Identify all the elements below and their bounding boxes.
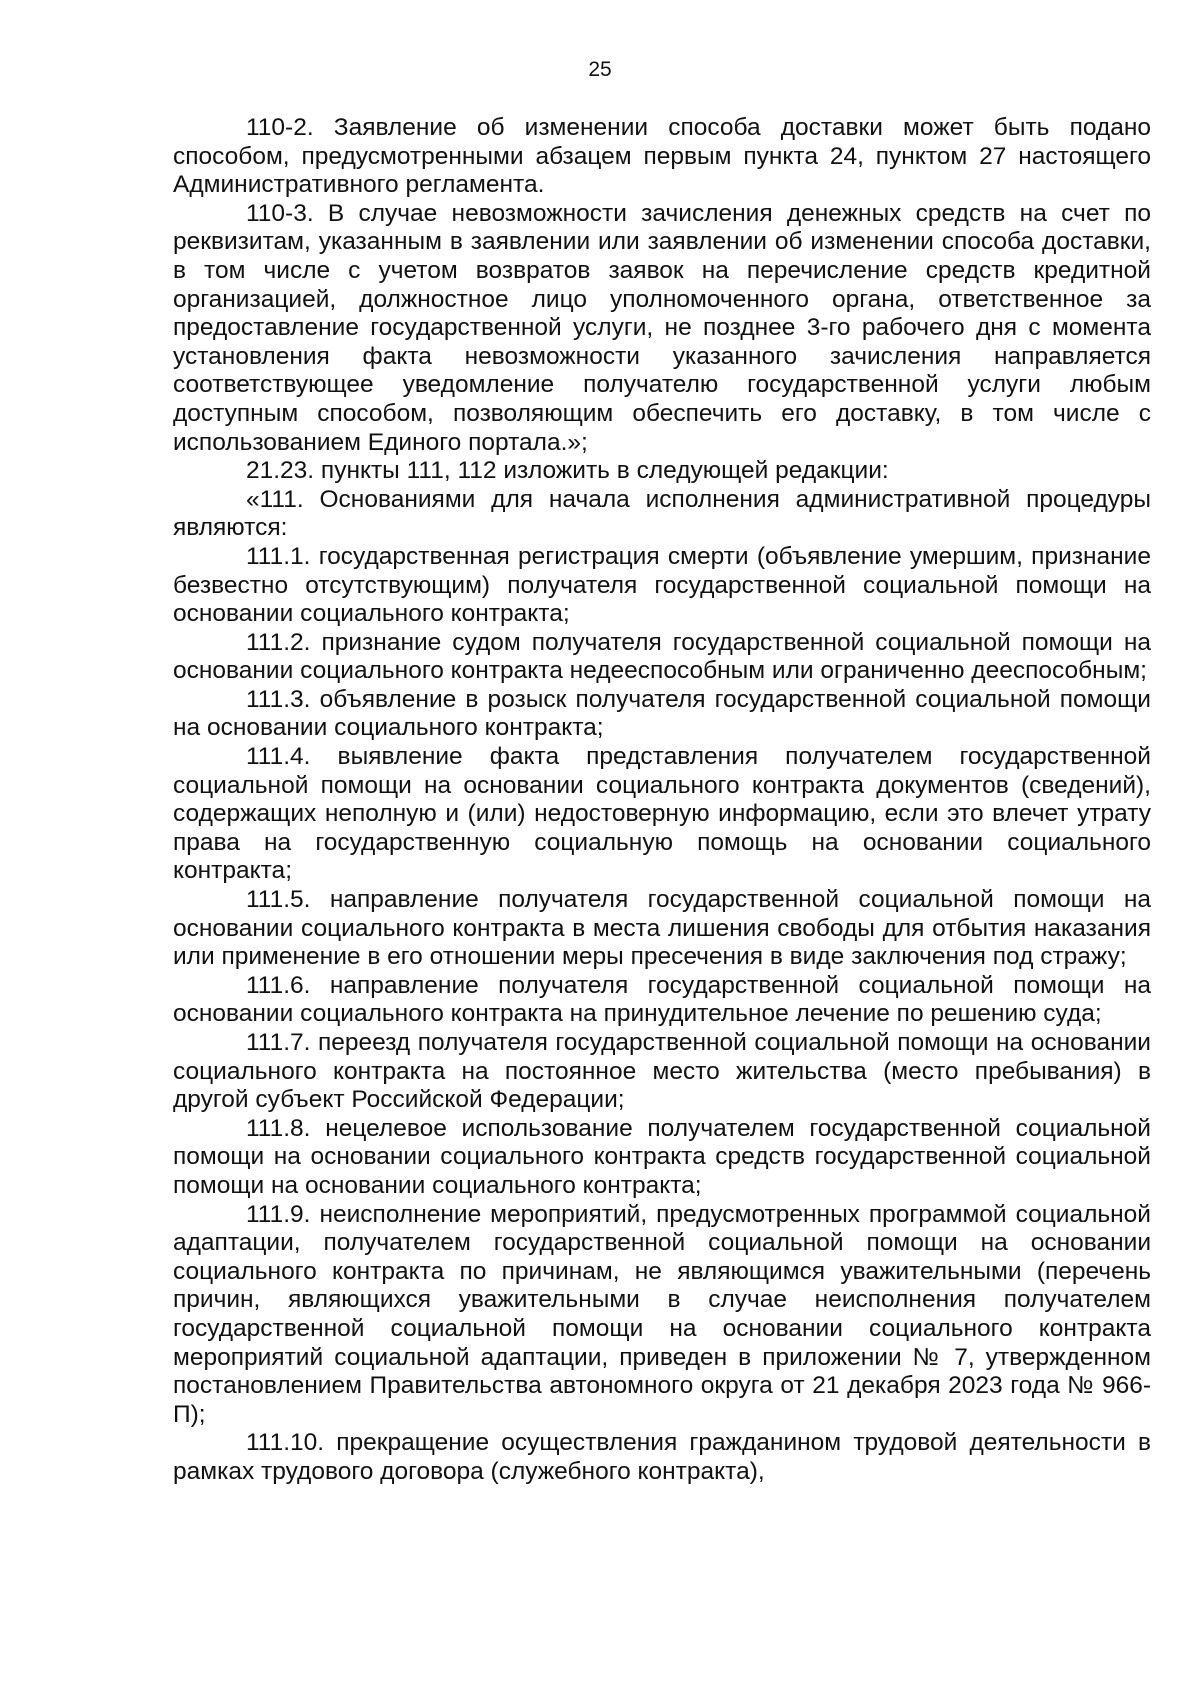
paragraph-111-10: 111.10. прекращение осуществления гражданином трудовой деятельности в рамках трудового договора (служебного контракта), <box>173 1429 1151 1485</box>
page-number: 25 <box>588 58 612 81</box>
paragraph-111-8: 111.8. нецелевое использование получателем государственной социальной помощи на основании социального контракта средств государственной социальной помощи на основании социального контракта; <box>173 1114 1151 1199</box>
paragraph-21-23: 21.23. пункты 111, 112 изложить в следующей редакции: <box>246 457 889 485</box>
paragraph-111-7: 111.7. переезд получателя государственной социальной помощи на основании социального контракта на постоянное место жительства (место пребывания) в другой субъект Российской Федерации; <box>173 1029 1151 1114</box>
paragraph-111-1: 111.1. государственная регистрация смерти (объявление умершим, признание безвестно отсутствующим) получателя государственной социальной помощи на основании социального контракта; <box>173 542 1151 628</box>
paragraph-111-5: 111.5. направление получателя государственной социальной помощи на основании социального контракта в места лишения свободы для отбытия наказания или применение в его отношении меры пресечения в виде заключения под стражу; <box>173 886 1151 971</box>
paragraph-110-3: 110-3. В случае невозможности зачисления денежных средств на счет по реквизитам, указанным в заявлении или заявлении об изменении способа доставки, в том числе с учетом возвратов заявок на перечисление средств кредитной организацией, должностное лицо уполномоченного органа, ответственное за предоставление государственной услуги, не позднее 3-го рабочего дня с момента установления факта невозможности указанного зачисления направляется соответствующее уведомление получателю государственной услуги любым доступным способом, позволяющим обеспечить его доставку, в том числе с использованием Единого портала.»; <box>173 199 1151 456</box>
paragraph-111-6: 111.6. направление получателя государственной социальной помощи на основании социального контракта на принудительное лечение по решению суда; <box>173 971 1151 1028</box>
paragraph-110-2: 110-2. Заявление об изменении способа доставки может быть подано способом, предусмотренными абзацем первым пункта 24, пунктом 27 настоящего Административного регламента. <box>173 114 1151 199</box>
document-body <box>173 114 1151 1487</box>
paragraph-111-9: 111.9. неисполнение мероприятий, предусмотренных программой социальной адаптации, получателем государственной социальной помощи на основании социального контракта по причинам, не являющимся уважительными (перечень причин, являющихся уважительными в случае неисполнения получателем государственной социальной помощи на основании социального контракта мероприятий социальной адаптации, приведен в приложении № 7, утвержденном постановлением Правительства автономного округа от 21 декабря 2023 года № 966-П); <box>173 1200 1151 1428</box>
paragraph-111-4: 111.4. выявление факта представления получателем государственной социальной помощи на основании социального контракта документов (сведений), содержащих неполную и (или) недостоверную информацию, если это влечет утрату права на государственную социальную помощь на основании социального контракта; <box>173 743 1151 885</box>
paragraph-111-3: 111.3. объявление в розыск получателя государственной социальной помощи на основании социального контракта; <box>173 685 1151 742</box>
paragraph-111-2: 111.2. признание судом получателя государственной социальной помощи на основании социального контракта недееспособным или ограниченно дееспособным; <box>173 628 1151 685</box>
paragraph-111: «111. Основаниями для начала исполнения административной процедуры являются: <box>173 485 1151 542</box>
